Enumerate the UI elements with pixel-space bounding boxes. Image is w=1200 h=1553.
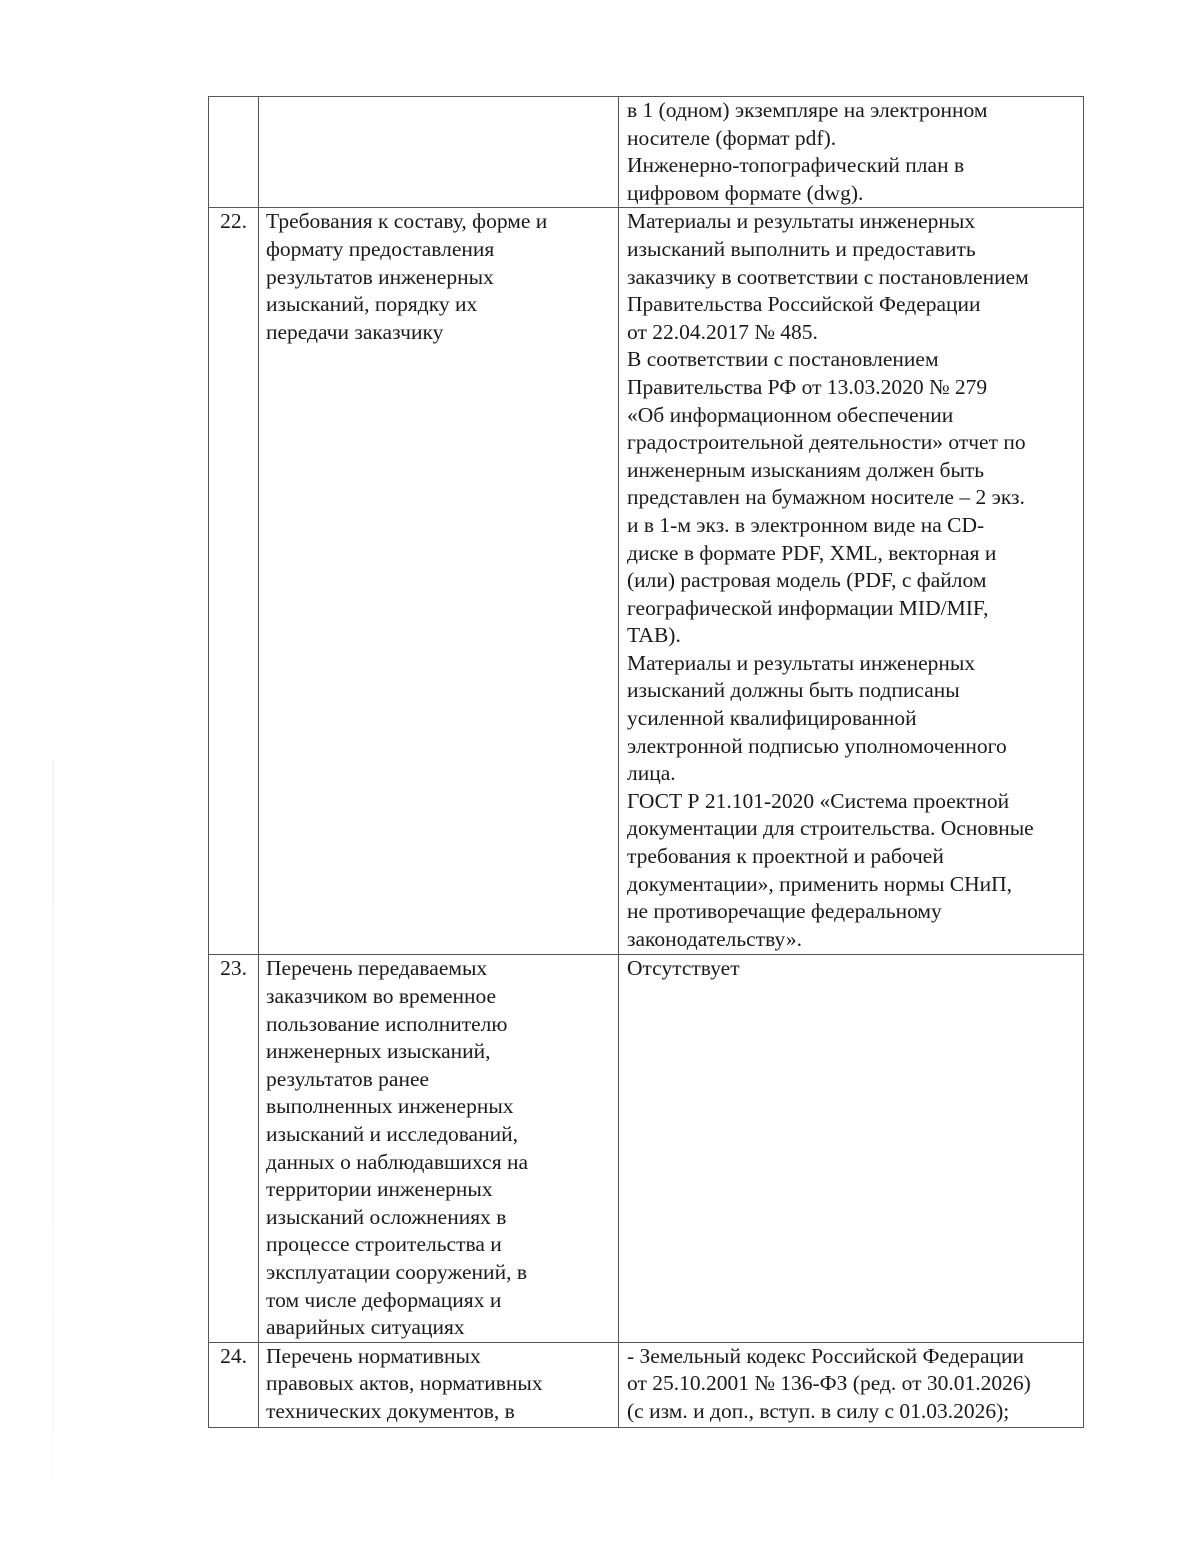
text-line: результатов инженерных <box>266 264 494 289</box>
text-line: инженерным изысканиям должен быть <box>627 457 985 482</box>
text-line: в 1 (одном) экземпляре на электронном <box>627 98 988 122</box>
text-line: выполненных инженерных <box>266 1094 514 1119</box>
text-line: документации», применить нормы СНиП, <box>627 871 1013 896</box>
requirements-table <box>208 96 1084 1428</box>
text-line: усиленной квалифицированной <box>627 706 917 731</box>
row-label <box>259 208 619 955</box>
text-line: передачи заказчику <box>266 319 444 344</box>
text-line: носителе (формат pdf). <box>627 125 837 150</box>
text-line: аварийных ситуациях <box>266 1315 465 1340</box>
text-line: цифровом формате (dwg). <box>627 180 864 205</box>
text-line: изысканий и исследований, <box>266 1121 518 1146</box>
text-line: требования к проектной и рабочей <box>627 844 944 869</box>
row-value <box>619 208 1084 955</box>
row-number: 24. <box>209 1342 259 1427</box>
text-line: Инженерно-топографический план в <box>627 153 965 178</box>
row-number: 23. <box>209 955 259 1342</box>
table-row <box>209 97 1084 208</box>
text-line: формату предоставления <box>266 236 495 261</box>
text-line: Требования к составу, форме и <box>266 209 548 234</box>
text-line: изысканий должны быть подписаны <box>627 678 960 703</box>
text-line: от 22.04.2017 № 485. <box>627 319 818 344</box>
row-value <box>619 97 1084 208</box>
text-line: представлен на бумажном носителе – 2 экз. <box>627 485 1025 510</box>
text-line: Перечень передаваемых <box>266 956 488 981</box>
text-line: том числе деформациях и <box>266 1287 502 1312</box>
text-line: географической информации MID/MIF, <box>627 595 989 620</box>
text-line: электронной подписью уполномоченного <box>627 733 1007 758</box>
text-line: (с изм. и доп., вступ. в силу с 01.03.2026); <box>627 1398 1010 1423</box>
row-value <box>619 955 1084 1342</box>
text-line: результатов ранее <box>266 1066 430 1091</box>
row-value <box>619 1342 1084 1427</box>
table-row <box>209 1342 1084 1427</box>
text-line: эксплуатации сооружений, в <box>266 1259 527 1284</box>
text-line: Отсутствует <box>627 956 740 981</box>
text-line: от 25.10.2001 № 136-ФЗ (ред. от 30.01.2026) <box>627 1371 1031 1396</box>
scan-artifact <box>52 760 54 1480</box>
row-label <box>259 97 619 208</box>
text-line: Правительства РФ от 13.03.2020 № 279 <box>627 374 988 399</box>
text-line: изысканий, порядку их <box>266 292 478 317</box>
text-line: (или) растровая модель (PDF, с файлом <box>627 568 987 593</box>
row-label <box>259 955 619 1342</box>
text-line: Правительства Российской Федерации <box>627 292 981 317</box>
text-line: В соответствии с постановлением <box>627 347 939 372</box>
text-line: территории инженерных <box>266 1177 493 1202</box>
row-number <box>209 97 259 208</box>
text-line: Перечень нормативных <box>266 1343 481 1368</box>
text-line: Материалы и результаты инженерных <box>627 209 976 234</box>
text-line: изысканий выполнить и предоставить <box>627 236 976 261</box>
text-line: заказчику в соответствии с постановлением <box>627 264 1029 289</box>
table-row <box>209 208 1084 955</box>
text-line: градостроительной деятельности» отчет по <box>627 430 1026 455</box>
table-row <box>209 955 1084 1342</box>
text-line: законодательству». <box>627 926 802 951</box>
text-line: процессе строительства и <box>266 1232 502 1257</box>
text-line: данных о наблюдавшихся на <box>266 1149 529 1174</box>
text-line: лица. <box>627 761 676 786</box>
text-line: правовых актов, нормативных <box>266 1371 543 1396</box>
text-line: ГОСТ Р 21.101-2020 «Система проектной <box>627 788 1010 813</box>
text-line: TAB). <box>627 623 681 648</box>
text-line: не противоречащие федеральному <box>627 899 942 924</box>
row-label <box>259 1342 619 1427</box>
text-line: и в 1-м экз. в электронном виде на CD- <box>627 512 985 537</box>
text-line: документации для строительства. Основные <box>627 816 1034 841</box>
text-line: - Земельный кодекс Российской Федерации <box>627 1343 1025 1368</box>
row-number: 22. <box>209 208 259 955</box>
text-line: пользование исполнителю <box>266 1011 508 1036</box>
text-line: технических документов, в <box>266 1398 515 1423</box>
text-line: «Об информационном обеспечении <box>627 402 954 427</box>
text-line: Материалы и результаты инженерных <box>627 650 976 675</box>
text-line: диске в формате PDF, XML, векторная и <box>627 540 997 565</box>
text-line: инженерных изысканий, <box>266 1039 491 1064</box>
text-line: изысканий осложнениях в <box>266 1204 507 1229</box>
text-line: заказчиком во временное <box>266 983 497 1008</box>
